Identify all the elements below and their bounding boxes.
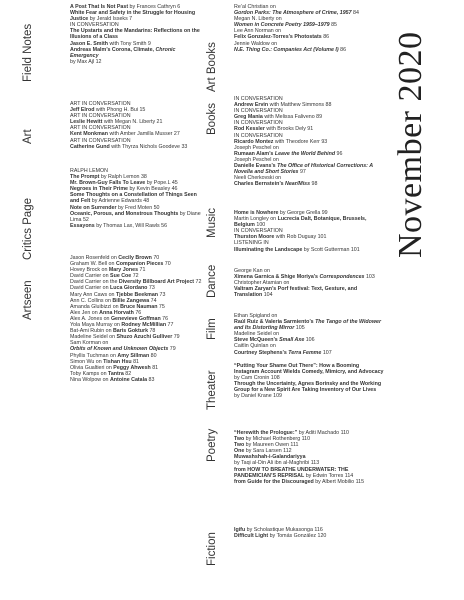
entry-text: Toby Kamps on — [70, 370, 108, 377]
entry-text: 80 — [149, 352, 157, 359]
toc-entry — [70, 192, 202, 204]
entry-text: with Brooks Dely 91 — [264, 126, 314, 133]
toc-entry — [234, 479, 384, 485]
entry-text: Bat-Ami Rubin on — [70, 328, 113, 335]
entry-text: IN CONVERSATION — [70, 22, 119, 29]
entry-text: Rod Kessler — [234, 126, 265, 133]
entry-text: 76 — [133, 309, 142, 316]
entry-text: Greg Mania — [234, 114, 263, 121]
entry-text: with Amber Jamilla Musser 27 — [107, 131, 180, 138]
section-label-music: Music — [206, 207, 218, 238]
entry-text: Small Axe — [279, 337, 305, 344]
entry-text: Antoine Catala — [109, 376, 148, 383]
entry-text: 83 — [147, 376, 155, 383]
entry-text: Peggy Ahwesh — [113, 364, 151, 371]
section-entries-film — [234, 313, 384, 356]
entry-text: with Phong H. Bui 15 — [94, 107, 146, 114]
entry-text: by Thomas Lax, Will Rawls 56 — [94, 222, 168, 229]
entry-text: by Cam Cronin 108 — [234, 375, 280, 382]
entry-text: Anna Horvath — [99, 309, 134, 316]
entry-text: Ethan Spigland on — [234, 313, 278, 319]
entry-text: by Scholastique Mukasonga 116 — [245, 527, 323, 533]
entry-text: The Upstarts and the Mandarins: Reflections on the Illusions of a Class — [70, 28, 200, 41]
entry-text: 98 — [310, 181, 318, 188]
entry-text: Jason Rosenfeld on — [70, 255, 119, 261]
entry-text: by Kevin Beasley 46 — [128, 186, 178, 193]
entry-text: by Pope.L 45 — [145, 180, 178, 187]
entry-text: IN CONVERSATION — [234, 108, 283, 115]
section-label-art: Art — [22, 129, 34, 144]
entry-text: by Sara Larsen 112 — [244, 448, 292, 455]
entry-text: 78 — [148, 328, 156, 335]
entry-text: Shuzo Azuchi Gulliver — [116, 334, 173, 341]
entry-text: Lucrecia Dalt, Botanique, Brussels, Belgium — [234, 216, 367, 229]
entry-text: 100 — [254, 222, 266, 229]
entry-text: ART IN CONVERSATION — [70, 113, 131, 120]
entry-text: from Guide for the Discouraged — [234, 478, 314, 485]
entry-text: Joseph Peschel on — [234, 156, 279, 163]
entry-text: Jennie Waldow on — [234, 40, 278, 47]
entry-text: 81 — [150, 364, 159, 371]
entry-text: IN CONVERSATION — [234, 96, 283, 102]
section-entries-fiction — [234, 527, 384, 539]
entry-text: 72 — [194, 279, 202, 286]
entry-text: 73 — [158, 291, 166, 298]
entry-text: Mary Ann Caws on — [70, 291, 116, 298]
entry-text: 77 — [166, 322, 174, 329]
entry-text: “Herewith the Prologue:” — [234, 430, 298, 436]
entry-text: ART IN CONVERSATION — [70, 101, 131, 107]
toc-entry — [234, 216, 384, 228]
section-label-fiction: Fiction — [206, 532, 218, 566]
entry-text: 85 — [329, 22, 337, 29]
entry-text: by Aditi Machado 110 — [297, 430, 350, 436]
entry-text: Sue Coe — [110, 273, 132, 280]
entry-text: Leslie Hewitt — [70, 119, 103, 126]
entry-text: 79 — [172, 334, 180, 341]
entry-text: Re’al Christian on — [234, 4, 276, 10]
toc-entry — [70, 211, 202, 223]
entry-text: Bruce Nauman — [120, 303, 158, 310]
entry-text: Some Thoughts on a Constellation of Things Seen and Felt — [70, 192, 197, 205]
entry-text: Thurston Moore — [234, 234, 275, 241]
entry-text: Courtney Stephens’s — [234, 349, 289, 356]
entry-text: by Daniel Krane 109 — [234, 393, 282, 400]
entry-text: by Albert Mobilio 115 — [313, 478, 365, 485]
entry-text: Cecily Brown — [118, 255, 152, 261]
entry-text: with Tony Smith 9 — [107, 40, 151, 47]
section-entries-artseen — [70, 255, 202, 383]
entry-text: Near/Miss — [285, 181, 311, 188]
toc-entry — [234, 247, 384, 253]
entry-text: by George Grella 99 — [278, 210, 328, 216]
entry-text: Ann C. Collins on — [70, 297, 113, 304]
entry-text: The Prompt — [70, 174, 100, 181]
entry-text: Tishan Hsu — [103, 358, 132, 365]
entry-text: Illuminating the Landscape — [234, 246, 303, 253]
entry-text: Tantra — [107, 370, 124, 377]
entry-text: by Ralph Lemon 38 — [99, 174, 147, 181]
entry-text: by Taqi al-Din Ali ibn al-Maghribi 113 — [234, 460, 320, 467]
entry-text: Difficult Light — [234, 533, 269, 540]
entry-text: The Tango of the Widower and Its Distorting Mirror — [234, 319, 382, 332]
entry-text: Andreas Malm’s Corona, Climate, — [70, 46, 156, 53]
entry-text: by Maureen Owen 111 — [244, 442, 299, 449]
entry-text: Catherine Gund — [70, 143, 110, 150]
entry-text: David Carrier on — [70, 273, 111, 280]
entry-text: 73 — [147, 285, 155, 292]
entry-text: by Adrienne Edwards 48 — [90, 198, 150, 205]
toc-entry — [70, 28, 202, 40]
entry-text: Sam Korman on — [70, 340, 109, 347]
entry-text: by Michael Rothenberg 110 — [244, 436, 311, 443]
section-label-dance: Dance — [206, 264, 218, 298]
entry-text: Joseph Peschel on — [234, 144, 279, 151]
entry-text: 70 — [163, 261, 171, 268]
entry-text: 86 — [321, 34, 330, 41]
toc-entry — [70, 377, 202, 383]
entry-text: White Fear and Safety in the Struggle for Housing Justice — [70, 10, 196, 23]
section-entries-field-notes — [70, 4, 202, 65]
entry-text: Christopher Atamian on — [234, 280, 290, 287]
entry-text: Rumaan Alam’s — [234, 150, 275, 157]
entry-text: by Diane Lima 52 — [70, 210, 201, 223]
entry-text: Note on Surrender — [70, 204, 117, 211]
entry-text: with Rob Duguay 101 — [274, 234, 327, 241]
entry-text: by Tomás González 120 — [268, 533, 327, 540]
entry-text: Terra Femme — [288, 349, 322, 356]
entry-text: Ximena Garnica & Shige Moriya’s — [234, 274, 320, 281]
entry-text: Gordon Parks: The Atmosphere of Crime, 1957 — [234, 10, 352, 17]
toc-entry — [70, 59, 202, 65]
entry-text: Caitlin Quinlan on — [234, 343, 276, 350]
entry-text: Two — [234, 442, 245, 449]
entry-text: Kent Monkman — [70, 131, 108, 138]
section-entries-music — [234, 210, 384, 253]
entry-text: 82 — [123, 370, 132, 377]
entry-text: Two — [234, 436, 245, 443]
entry-text: Valtram Zaryan’s Porf festival: Text, Gesture, and Translation — [234, 286, 358, 299]
entry-text: Baris Gokturk — [112, 328, 149, 335]
entry-text: David Carrier on the — [70, 279, 119, 286]
entry-text: Simon Wu on — [70, 358, 104, 365]
entry-text: 76 — [160, 315, 169, 322]
entry-text: 84 — [351, 10, 359, 17]
section-label-art-books: Art Books — [206, 42, 218, 92]
entry-text: 96 — [335, 150, 343, 157]
entry-text: Neeli Cherkovski on — [234, 175, 282, 182]
entry-text: IN CONVERSATION — [234, 120, 283, 127]
entry-text: Madeline Seidel on — [70, 334, 117, 341]
entry-text: Luca Giordano — [110, 285, 148, 292]
entry-text: Jeff Elrod — [70, 107, 95, 114]
section-entries-dance — [234, 268, 384, 298]
section-entries-art-books — [234, 4, 384, 53]
entry-text: 81 — [131, 358, 139, 365]
entry-text: by Edwin Torres 114 — [304, 472, 354, 479]
toc-entry — [234, 163, 384, 175]
entry-text: Muwashshah-i-Galandariyya — [234, 454, 306, 461]
section-label-books: Books — [206, 103, 218, 135]
toc-entry — [234, 350, 384, 356]
entry-text: Andrew Ervin — [234, 102, 269, 109]
entry-text: from HOW TO BREATHE UNDERWATER: THE PANDEMICIAN’S REPRISAL — [234, 466, 349, 479]
toc-entry — [234, 181, 384, 187]
toc-entry — [234, 393, 384, 399]
toc-entry — [234, 319, 384, 331]
entry-text: Olivia Gualtieri on — [70, 364, 114, 371]
entry-text: Charles Bernstein’s — [234, 181, 286, 188]
entry-text: 97 — [298, 169, 306, 176]
entry-text: by Scott Gutterman 101 — [302, 246, 360, 253]
entry-text: Danielle Evans’s — [234, 163, 278, 170]
entry-text: 107 — [321, 349, 332, 356]
entry-text: Chronic Emergency — [70, 46, 176, 59]
entry-text: with Thyrza Nichols Goodeve 33 — [109, 143, 188, 150]
toc-entry — [70, 10, 202, 22]
toc-entry — [234, 286, 384, 298]
section-entries-books — [234, 96, 384, 187]
entry-text: Through the Uncertainty, Agnes Borinsky and the Working Group for a New Spirit Are Taking Inventory of Our Lives — [234, 381, 382, 394]
entry-text: Raúl Ruiz & Valeria Sarmiento’s — [234, 319, 316, 326]
entry-text: by Max Ajl 12 — [70, 58, 102, 65]
entry-text: Leave the World Behind — [274, 150, 336, 157]
entry-text: Amy Sillman — [117, 352, 150, 359]
entry-text: Alex Jen on — [70, 309, 100, 316]
entry-text: by Frances Cathryn 6 — [128, 4, 181, 10]
section-label-film: Film — [206, 318, 218, 340]
entry-text: 70 — [151, 255, 160, 261]
entry-text: Hovey Brock on — [70, 267, 109, 274]
entry-text: Jason E. Smith — [70, 40, 108, 47]
entry-text: with Megan N. Liberty 21 — [102, 119, 163, 126]
entry-text: Amanda Gluibizzi on — [70, 303, 121, 310]
entry-text: Oceanic, Porous, and Monstrous Thoughts — [70, 210, 179, 217]
entry-text: Martin Longley on — [234, 216, 278, 223]
section-entries-theater — [234, 363, 384, 400]
entry-text: Alex A. Jones on — [70, 315, 111, 322]
entry-text: One — [234, 448, 245, 455]
entry-text: Megan N. Liberty on — [234, 16, 282, 23]
entry-text: Billie Zangewa — [112, 297, 150, 304]
entry-text: IN CONVERSATION — [234, 132, 283, 139]
entry-text: A Post That Is Not Past — [70, 4, 129, 10]
section-label-poetry: Poetry — [206, 428, 218, 462]
toc-entry — [234, 47, 384, 53]
entry-text: George Kan on — [234, 268, 270, 274]
section-entries-poetry — [234, 430, 384, 485]
entry-text: by Fred Moten 50 — [116, 204, 160, 211]
entry-text: IN CONVERSATION — [234, 228, 283, 235]
entry-text: 74 — [149, 297, 157, 304]
section-label-artseen: Artseen — [22, 280, 34, 320]
entry-text: Home is Nowhere — [234, 210, 279, 216]
entry-text: 72 — [131, 273, 139, 280]
entry-text: Orbits of Known and Unknown Objects — [70, 346, 169, 353]
toc-entry — [70, 144, 202, 150]
entry-text: with Matthew Simmons 88 — [268, 102, 332, 109]
entry-text: 71 — [138, 267, 146, 274]
section-entries-critics-page — [70, 168, 202, 229]
entry-text: with Melissa Faliveno 89 — [262, 114, 323, 121]
entry-text: Mr. Brown-Guy Falls To Leave — [70, 180, 146, 187]
entry-text: ART IN CONVERSATION — [70, 137, 131, 144]
entry-text: Companion Pieces — [115, 261, 164, 268]
entry-text: LISTENING IN — [234, 240, 269, 247]
entry-text: “Putting Your Shame Out There”: How a Booming Instagram Account Wields Comedy, Mimicry, and Advocacy — [234, 363, 384, 376]
entry-text: by Jerald Isseks 7 — [88, 16, 133, 23]
entry-text: Lee Ann Norman on — [234, 28, 282, 35]
entry-text: Phyllis Tuchman on — [70, 352, 118, 359]
toc-entry — [234, 467, 384, 479]
entry-text: 75 — [157, 303, 165, 310]
toc-entry — [234, 363, 384, 375]
entry-text: N.E. Thing Co.: Companies Act (Volume I) — [234, 46, 339, 53]
entry-text: Graham W. Bell on — [70, 261, 116, 268]
entry-text: David Carrier on — [70, 285, 111, 292]
section-label-theater: Theater — [206, 370, 218, 410]
entry-text: Felix Gonzalez-Torres’s Photostats — [234, 34, 322, 41]
section-label-critics-page: Critics Page — [22, 198, 34, 260]
entry-text: Rodney McMillian — [121, 322, 167, 329]
section-label-field-notes: Field Notes — [22, 23, 34, 82]
entry-text: Diversity Billboard Art Project — [118, 279, 195, 286]
entry-text: 104 — [262, 292, 273, 299]
entry-text: Ricardo Montez — [234, 138, 274, 145]
entry-text: with Theodore Kerr 93 — [273, 138, 328, 145]
entry-text: The Office of Historical Corrections: A Novella and Short Stories — [234, 163, 373, 176]
entry-text: ART IN CONVERSATION — [70, 125, 131, 132]
entry-text: Steve McQueen’s — [234, 337, 280, 344]
entry-text: Nina Wolpow on — [70, 376, 110, 383]
entry-text: 105 — [294, 325, 305, 332]
entry-text: Igifu — [234, 527, 246, 533]
toc-entry — [234, 381, 384, 393]
entry-text: Madeline Seidel on — [234, 331, 280, 338]
entry-text: 106 — [304, 337, 315, 344]
entry-text: Correspondences — [319, 274, 365, 281]
toc-entry — [70, 47, 202, 59]
section-entries-art — [70, 101, 202, 150]
entry-text: Yola Maya Murray on — [70, 322, 122, 329]
entry-text: Tjebbe Beekman — [115, 291, 159, 298]
entry-text: 86 — [338, 46, 347, 53]
entry-text: 79 — [168, 346, 176, 353]
entry-text: Essayons — [70, 222, 95, 229]
entry-text: RALPH LEMON — [70, 168, 108, 174]
entry-text: 103 — [364, 274, 375, 281]
issue-title: November 2020 — [392, 31, 429, 258]
entry-text: Women in Concrete Poetry 1959–1979 — [234, 22, 330, 29]
entry-text: Negroes in Their Prime — [70, 186, 128, 193]
entry-text: Genevieve Goffman — [110, 315, 161, 322]
toc-entry — [70, 223, 202, 229]
entry-text: Mary Jones — [108, 267, 139, 274]
toc-entry — [234, 533, 384, 539]
